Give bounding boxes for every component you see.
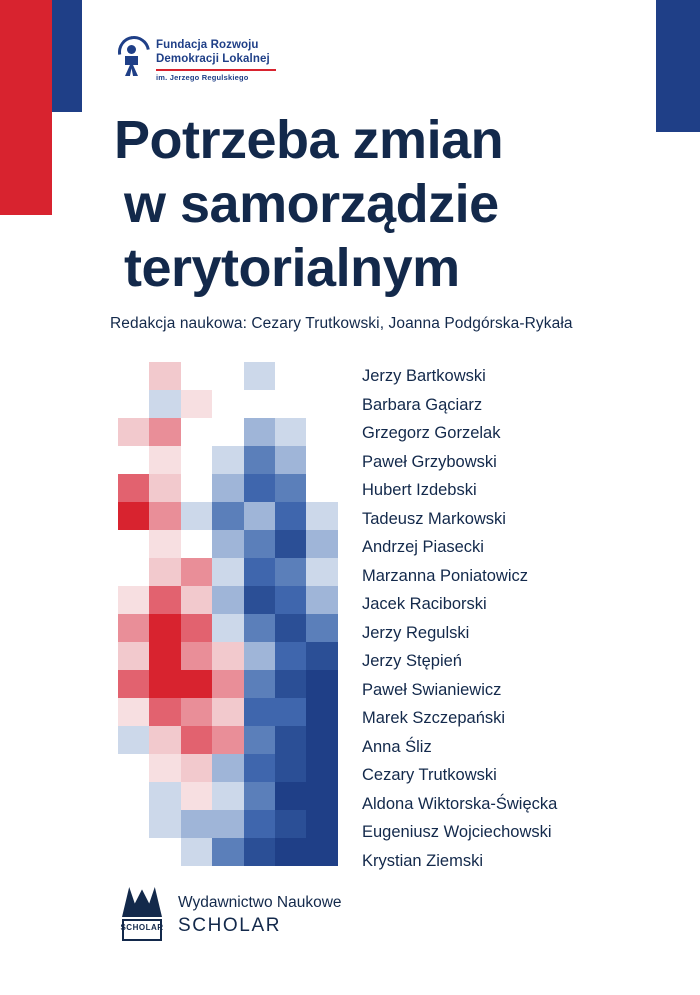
mosaic-cell: [149, 418, 180, 446]
mosaic-cell: [275, 502, 306, 530]
decorative-bar-red-left: [0, 0, 52, 215]
mosaic-cell: [118, 642, 149, 670]
mosaic-cell: [306, 698, 337, 726]
scholar-crown-icon: [118, 887, 166, 943]
mosaic-cell: [275, 670, 306, 698]
mosaic-cell: [275, 586, 306, 614]
mosaic-cell: [275, 782, 306, 810]
mosaic-cell: [275, 810, 306, 838]
decorative-bar-blue-left: [52, 0, 82, 112]
author-name: Krystian Ziemski: [362, 851, 484, 870]
mosaic-cell: [275, 754, 306, 782]
mosaic-graphic: [118, 362, 338, 866]
mosaic-cell: [118, 502, 149, 530]
author-name: Jacek Raciborski: [362, 595, 487, 613]
mosaic-cell: [212, 782, 243, 810]
mosaic-cell: [149, 782, 180, 810]
mosaic-cell: [244, 614, 275, 642]
foundation-logo: [118, 36, 276, 90]
mosaic-cell: [212, 670, 243, 698]
publisher-logo: [118, 887, 342, 943]
title-line-2: w samorządzie: [124, 174, 499, 234]
mosaic-cell: [149, 810, 180, 838]
mosaic-cell: [149, 726, 180, 754]
mosaic-cell: [149, 642, 180, 670]
mosaic-cell: [212, 698, 243, 726]
mosaic-cell: [181, 782, 212, 810]
mosaic-cell: [212, 502, 243, 530]
mosaic-cell: [244, 782, 275, 810]
author-name: Cezary Trutkowski: [362, 766, 497, 784]
mosaic-cell: [275, 446, 306, 474]
mosaic-cell: [306, 810, 337, 838]
mosaic-cell: [275, 698, 306, 726]
mosaic-cell: [149, 362, 180, 390]
mosaic-cell: [244, 446, 275, 474]
author-name: Andrzej Piasecki: [362, 538, 484, 556]
author-name: Jerzy Stępień: [362, 652, 462, 670]
author-name: Jerzy Regulski: [362, 623, 470, 642]
mosaic-cell: [181, 558, 212, 586]
mosaic-cell: [244, 754, 275, 782]
mosaic-cell: [181, 390, 212, 418]
mosaic-cell: [244, 362, 275, 390]
mosaic-cell: [118, 698, 149, 726]
mosaic-cell: [306, 502, 337, 530]
mosaic-cell: [244, 530, 275, 558]
mosaic-cell: [149, 614, 180, 642]
mosaic-cell: [149, 586, 180, 614]
mosaic-cell: [118, 670, 149, 698]
mosaic-cell: [181, 586, 212, 614]
title-line-1: Potrzeba zmian: [114, 110, 504, 170]
mosaic-cell: [275, 838, 306, 866]
editors-line: Redakcja naukowa: Cezary Trutkowski, Joanna Podgórska-Rykała: [110, 315, 573, 332]
mosaic-cell: [212, 838, 243, 866]
mosaic-cell: [275, 474, 306, 502]
decorative-bar-blue-right: [656, 0, 700, 132]
mosaic-cell: [212, 614, 243, 642]
mosaic-cell: [244, 474, 275, 502]
mosaic-cell: [306, 614, 337, 642]
foundation-logo-subtitle: im. Jerzego Regulskiego: [156, 73, 249, 82]
mosaic-cell: [244, 698, 275, 726]
author-name: Marzanna Poniatowicz: [362, 566, 528, 585]
mosaic-cell: [275, 558, 306, 586]
mosaic-cell: [212, 586, 243, 614]
mosaic-cell: [212, 530, 243, 558]
mosaic-cell: [244, 810, 275, 838]
mosaic-cell: [275, 614, 306, 642]
mosaic-cell: [212, 754, 243, 782]
mosaic-cell: [181, 698, 212, 726]
publisher-line-2: SCHOLAR: [178, 915, 282, 936]
foundation-logo-line2: Demokracji Lokalnej: [156, 53, 270, 65]
mosaic-cell: [118, 418, 149, 446]
mosaic-cell: [275, 418, 306, 446]
mosaic-cell: [275, 530, 306, 558]
foundation-figure-icon: [118, 36, 148, 90]
author-name: Barbara Gąciarz: [362, 395, 483, 414]
mosaic-cell: [212, 810, 243, 838]
mosaic-cell: [306, 754, 337, 782]
mosaic-cell: [306, 642, 337, 670]
mosaic-cell: [244, 558, 275, 586]
mosaic-cell: [244, 586, 275, 614]
scholar-mark-word: SCHOLAR: [120, 923, 164, 932]
mosaic-cell: [212, 446, 243, 474]
mosaic-cell: [149, 530, 180, 558]
mosaic-cell: [118, 614, 149, 642]
mosaic-cell: [306, 838, 337, 866]
foundation-logo-rule: [156, 69, 276, 71]
mosaic-cell: [244, 838, 275, 866]
mosaic-cell: [212, 474, 243, 502]
title-line-3: terytorialnym: [124, 238, 460, 298]
mosaic-cell: [181, 502, 212, 530]
mosaic-cell: [149, 446, 180, 474]
mosaic-cell: [244, 670, 275, 698]
book-title: [114, 108, 654, 300]
mosaic-cell: [118, 726, 149, 754]
author-name: Tadeusz Markowski: [362, 509, 506, 528]
mosaic-cell: [275, 726, 306, 754]
author-name: Eugeniusz Wojciechowski: [362, 823, 552, 841]
mosaic-cell: [212, 642, 243, 670]
mosaic-cell: [181, 838, 212, 866]
mosaic-cell: [306, 586, 337, 614]
author-name: Paweł Grzybowski: [362, 452, 497, 471]
mosaic-cell: [212, 726, 243, 754]
mosaic-cell: [149, 698, 180, 726]
mosaic-cell: [149, 558, 180, 586]
mosaic-cell: [306, 670, 337, 698]
foundation-logo-line1: Fundacja Rozwoju: [156, 39, 259, 51]
author-name: Grzegorz Gorzelak: [362, 424, 501, 442]
mosaic-cell: [306, 530, 337, 558]
author-name: Anna Śliz: [362, 737, 432, 756]
mosaic-cell: [149, 390, 180, 418]
mosaic-cell: [244, 502, 275, 530]
mosaic-cell: [118, 586, 149, 614]
mosaic-cell: [181, 614, 212, 642]
mosaic-cell: [181, 670, 212, 698]
mosaic-cell: [306, 726, 337, 754]
author-name: Hubert Izdebski: [362, 481, 477, 499]
mosaic-cell: [181, 810, 212, 838]
authors-list: [362, 362, 672, 875]
mosaic-cell: [149, 474, 180, 502]
mosaic-cell: [306, 782, 337, 810]
mosaic-cell: [149, 754, 180, 782]
mosaic-cell: [275, 642, 306, 670]
mosaic-cell: [244, 726, 275, 754]
mosaic-cell: [118, 474, 149, 502]
mosaic-cell: [306, 558, 337, 586]
mosaic-cell: [149, 502, 180, 530]
mosaic-cell: [181, 726, 212, 754]
author-name: Aldona Wiktorska-Święcka: [362, 794, 558, 813]
author-name: Jerzy Bartkowski: [362, 367, 486, 385]
author-name: Paweł Swianiewicz: [362, 680, 502, 699]
author-name: Marek Szczepański: [362, 709, 506, 727]
publisher-line-1: Wydawnictwo Naukowe: [178, 894, 342, 911]
mosaic-cell: [212, 558, 243, 586]
mosaic-cell: [181, 642, 212, 670]
mosaic-cell: [149, 670, 180, 698]
mosaic-cell: [244, 642, 275, 670]
mosaic-cell: [244, 418, 275, 446]
mosaic-cell: [181, 754, 212, 782]
